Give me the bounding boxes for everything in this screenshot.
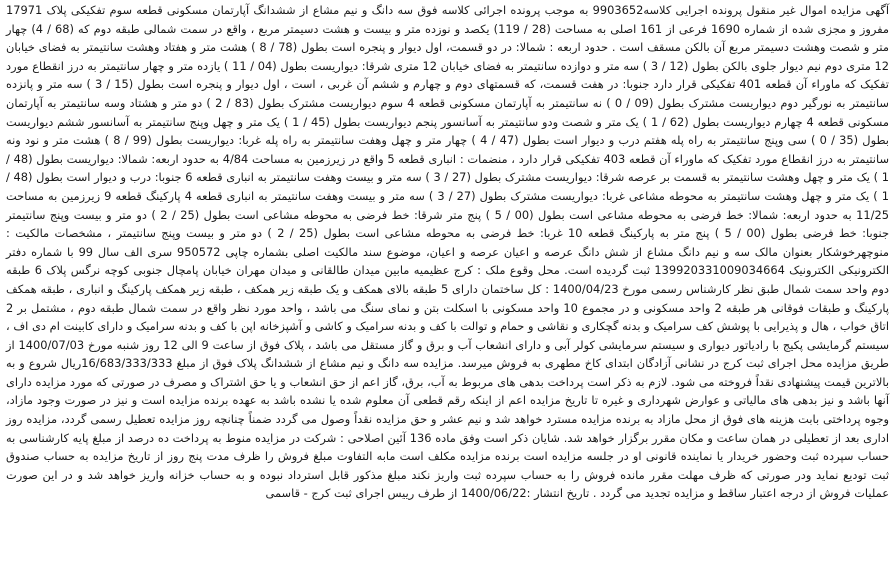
auction-notice-text: آگهی مزایده اموال غیر منقول پرونده اجرایی کلاسه9903652 به موجب پرونده اجرائی کلاسه فوق سه دانگ و نیم مشاع از ششدانگ آپارتمان مسکونی قطعه سوم تفکیکی پلاک 17971 مفروز و مجزی شده از شماره 1690 فرعی از 161 اصلی به مساحت (28 / 119) یکصد و نوزده متر و بیست و هشت دسیمتر مربع ، واقع در سمت شمالی طبقه دوم که (68 / 4) چهار متر و شصت وهشت دسیمتر مربع آن بالکن مسقف است . حدود اربعه : شمالا: در دو قسمت، اول دیوار و پنجره است بطول (78 / 8 ) هشت متر و هفتاد وهشت سانتیمتر به فضای خیابان 12 متری دوم نیم دیوار جلوی بالکن بطول (12 / 3 ) سه متر و دوازده سانتیمتر به فضای خیابان 12 متری شرقا: دیواریست بطول (04 / 11 ) یازده متر و چهار سانتیمتر به درز انقطاع مورد تفکیک که ماوراء آن قطعه 401 تفکیکی قرار دارد جنوبا: در هفت قسمت، که قسمتهای دوم و چهارم و ششم آن غربی ، است ، اول دیوار و پنجره است بطول (15 / 3 ) سه متر و پانزده سانتیمتر به نورگیر دوم دیواریست مشترک بطول (09 / 0 ) نه سانتیمتر به آپارتمان مسکونی قطعه 4 سوم دیواریست مشترک بطول (83 / 2 ) دو متر و هشتاد وسه سانتیمتر به آپارتمان مسکونی قطعه 4 چهارم دیواریست بطول (62 / 1 ) یک متر و شصت ودو سانتیمتر به آسانسور پنجم دیواریست بطول (45 / 1 ) یک متر و چهل وپنج سانتیمتر به آسانسور ششم دیواریست بطول (35 / 0 ) سی وپنج سانتیمتر به راه پله هفتم درب و دیوار است بطول (47 / 4 ) چهار متر و چهل وهفت سانتیمتر به راه پله غربا: دیواریست بطول (99 / 8 ) هشت متر و نود ونه سانتیمتر به درز انقطاع مورد تفکیک که ماوراء آن قطعه 403 تفکیکی قرار دارد ، منضمات : انباری قطعه 5 واقع در زیرزمین به مساحت 4/84 به حدود اربعه: شمالا: دیواریست بطول (48 / 1 ) یک متر و چهل وهشت سانتیمتر به قسمت بر عرصه شرقا: دیواریست مشترک بطول (27 / 3 ) سه متر و بیست وهفت سانتیمتر به انباری قطعه 6 جنوبا: درب و دیوار است بطول (48 / 1 ) یک متر و چهل وهشت سانتیمتر به محوطه مشاعی غربا: دیواریست مشترک بطول (27 / 3 ) سه متر و بیست وهفت سانتیمتر به انباری قطعه 4 پارکینگ قطعه 9 زیرزمین به مساحت 11/25 به حدود اربعه: شمالا: خط فرضی به محوطه مشاعی است بطول (00 / 5 ) پنج متر شرقا: خط فرضی به محوطه مشاعی است بطول (25 / 2 ) دو متر و بیست وپنج سانتیمتر جنوبا: خط فرضی بطول (00 / 5 ) پنج متر به پارکینگ قطعه 10 غربا: خط فرضی به محوطه مشاعی است بطول (25 / 2 ) دو متر و بیست وپنج سانتیمتر ، مشخصات مالکیت : منوچهرخوشکار بعنوان مالک سه و نیم دانگ مشاع از شش دانگ عرصه و اعیان عرصه و اعیان، موضوع سند مالکیت اصلی بشماره چاپی 950572 سری الف سال 99 با شماره دفتر الکترونیکی الکترونیک 139920331009034664 ثبت گردیده است. محل وقوع ملک : کرج عظیمیه مابین میدان طالقانی و میدان مهران خیابان پامچال جنوبی کوچه نرگس پلاک 6 طبقه دوم واحد سمت شمال طبق نظر کارشناس رسمی مورخ 1400/04/23 : کل ساختمان دارای 5 طبقه بالای همکف و یک طبقه زیر همکف ، طبقه زیر همکف پارکینگ و انباری ، طبقه همکف پارکینگ و طبقات فوقانی هر طبقه 2 واحد مسکونی و در مجموع 10 واحد مسکونی با اسکلت بتن و نمای سنگ می باشد ، واحد مورد نظر واقع در سمت شمال طبقه دوم ، مشتمل بر 2 اتاق خواب ، هال و پذیرایی با پوشش کف سرامیک و بدنه گچکاری و نقاشی و حمام و توالت با کف و بدنه سرامیک و کاشی و آشپزخانه اپن با کف و بدنه سرامیک و دارای کابینت ام دی اف ، سیستم گرمایشی پکیج با رادیاتور دیواری و سیستم سرمایشی کولر آبی و دارای انشعاب آب و برق و گاز مستقل می باشد ، پلاک فوق از ساعت 9 الی 12 روز شنبه مورخ 1400/07/03 از طریق مزایده محل اجرای ثبت کرج در نشانی آزادگان ابتدای کاخ مطهری به فروش میرسد. مزایده سه دانگ و نیم مشاع از ششدانگ پلاک فوق از مبلغ 16/683/333/333ریال شروع و به بالاترین قیمت پیشنهادی نقداً فروخته می شود. لازم به ذکر است پرداخت بدهی های مربوط به آب، برق، گاز اعم از حق انشعاب و یا حق اشتراک و مصرف در صورتی که مورد مزایده دارای آنها باشد و نیز بدهی های مالیاتی و عوارض شهرداری و غیره تا تاریخ مزایده اعم از اینکه رقم قطعی آن معلوم شده یا نشده باشد به عهده برنده مزایده است و نیز در صورت وجود مازاد، وجوه پرداختی بابت هزینه های فوق از محل مازاد به برنده مزایده مسترد خواهد شد و نیم عشر و حق مزایده نقداً وصول می گردد ضمناً چنانچه روز مزایده تعطیل رسمی گردد، مزایده روز اداری بعد از تعطیلی در همان ساعت و مکان مقرر برگزار خواهد شد. شایان ذکر است وفق ماده 136 آئین اصلاحی : شرکت در مزایده منوط به پرداخت ده درصد از مبلغ پایه کارشناسی به حساب سپرده ثبت وحضور خریدار یا نماینده قانونی او در جلسه مزایده است برنده مزایده مکلف است مابه التفاوت مبلغ فروش را ظرف مدت پنج روز از تاریخ مزایده به حساب صندوق ثبت تودیع نماید ودر صورتی که ظرف مهلت مقرر مانده فروش را به حساب سپرده ثبت واریز نکند مبلغ مذکور قابل استرداد نبوده و به حساب خزانه واریز خواهد شد و در این صورت عملیات فروش از درجه اعتبار ساقط و مزایده تجدید می گردد . تاریخ انتشار :1400/06/22 از طرف رییس اجرای ثبت کرج - قاسمی — [6, 3, 890, 501]
